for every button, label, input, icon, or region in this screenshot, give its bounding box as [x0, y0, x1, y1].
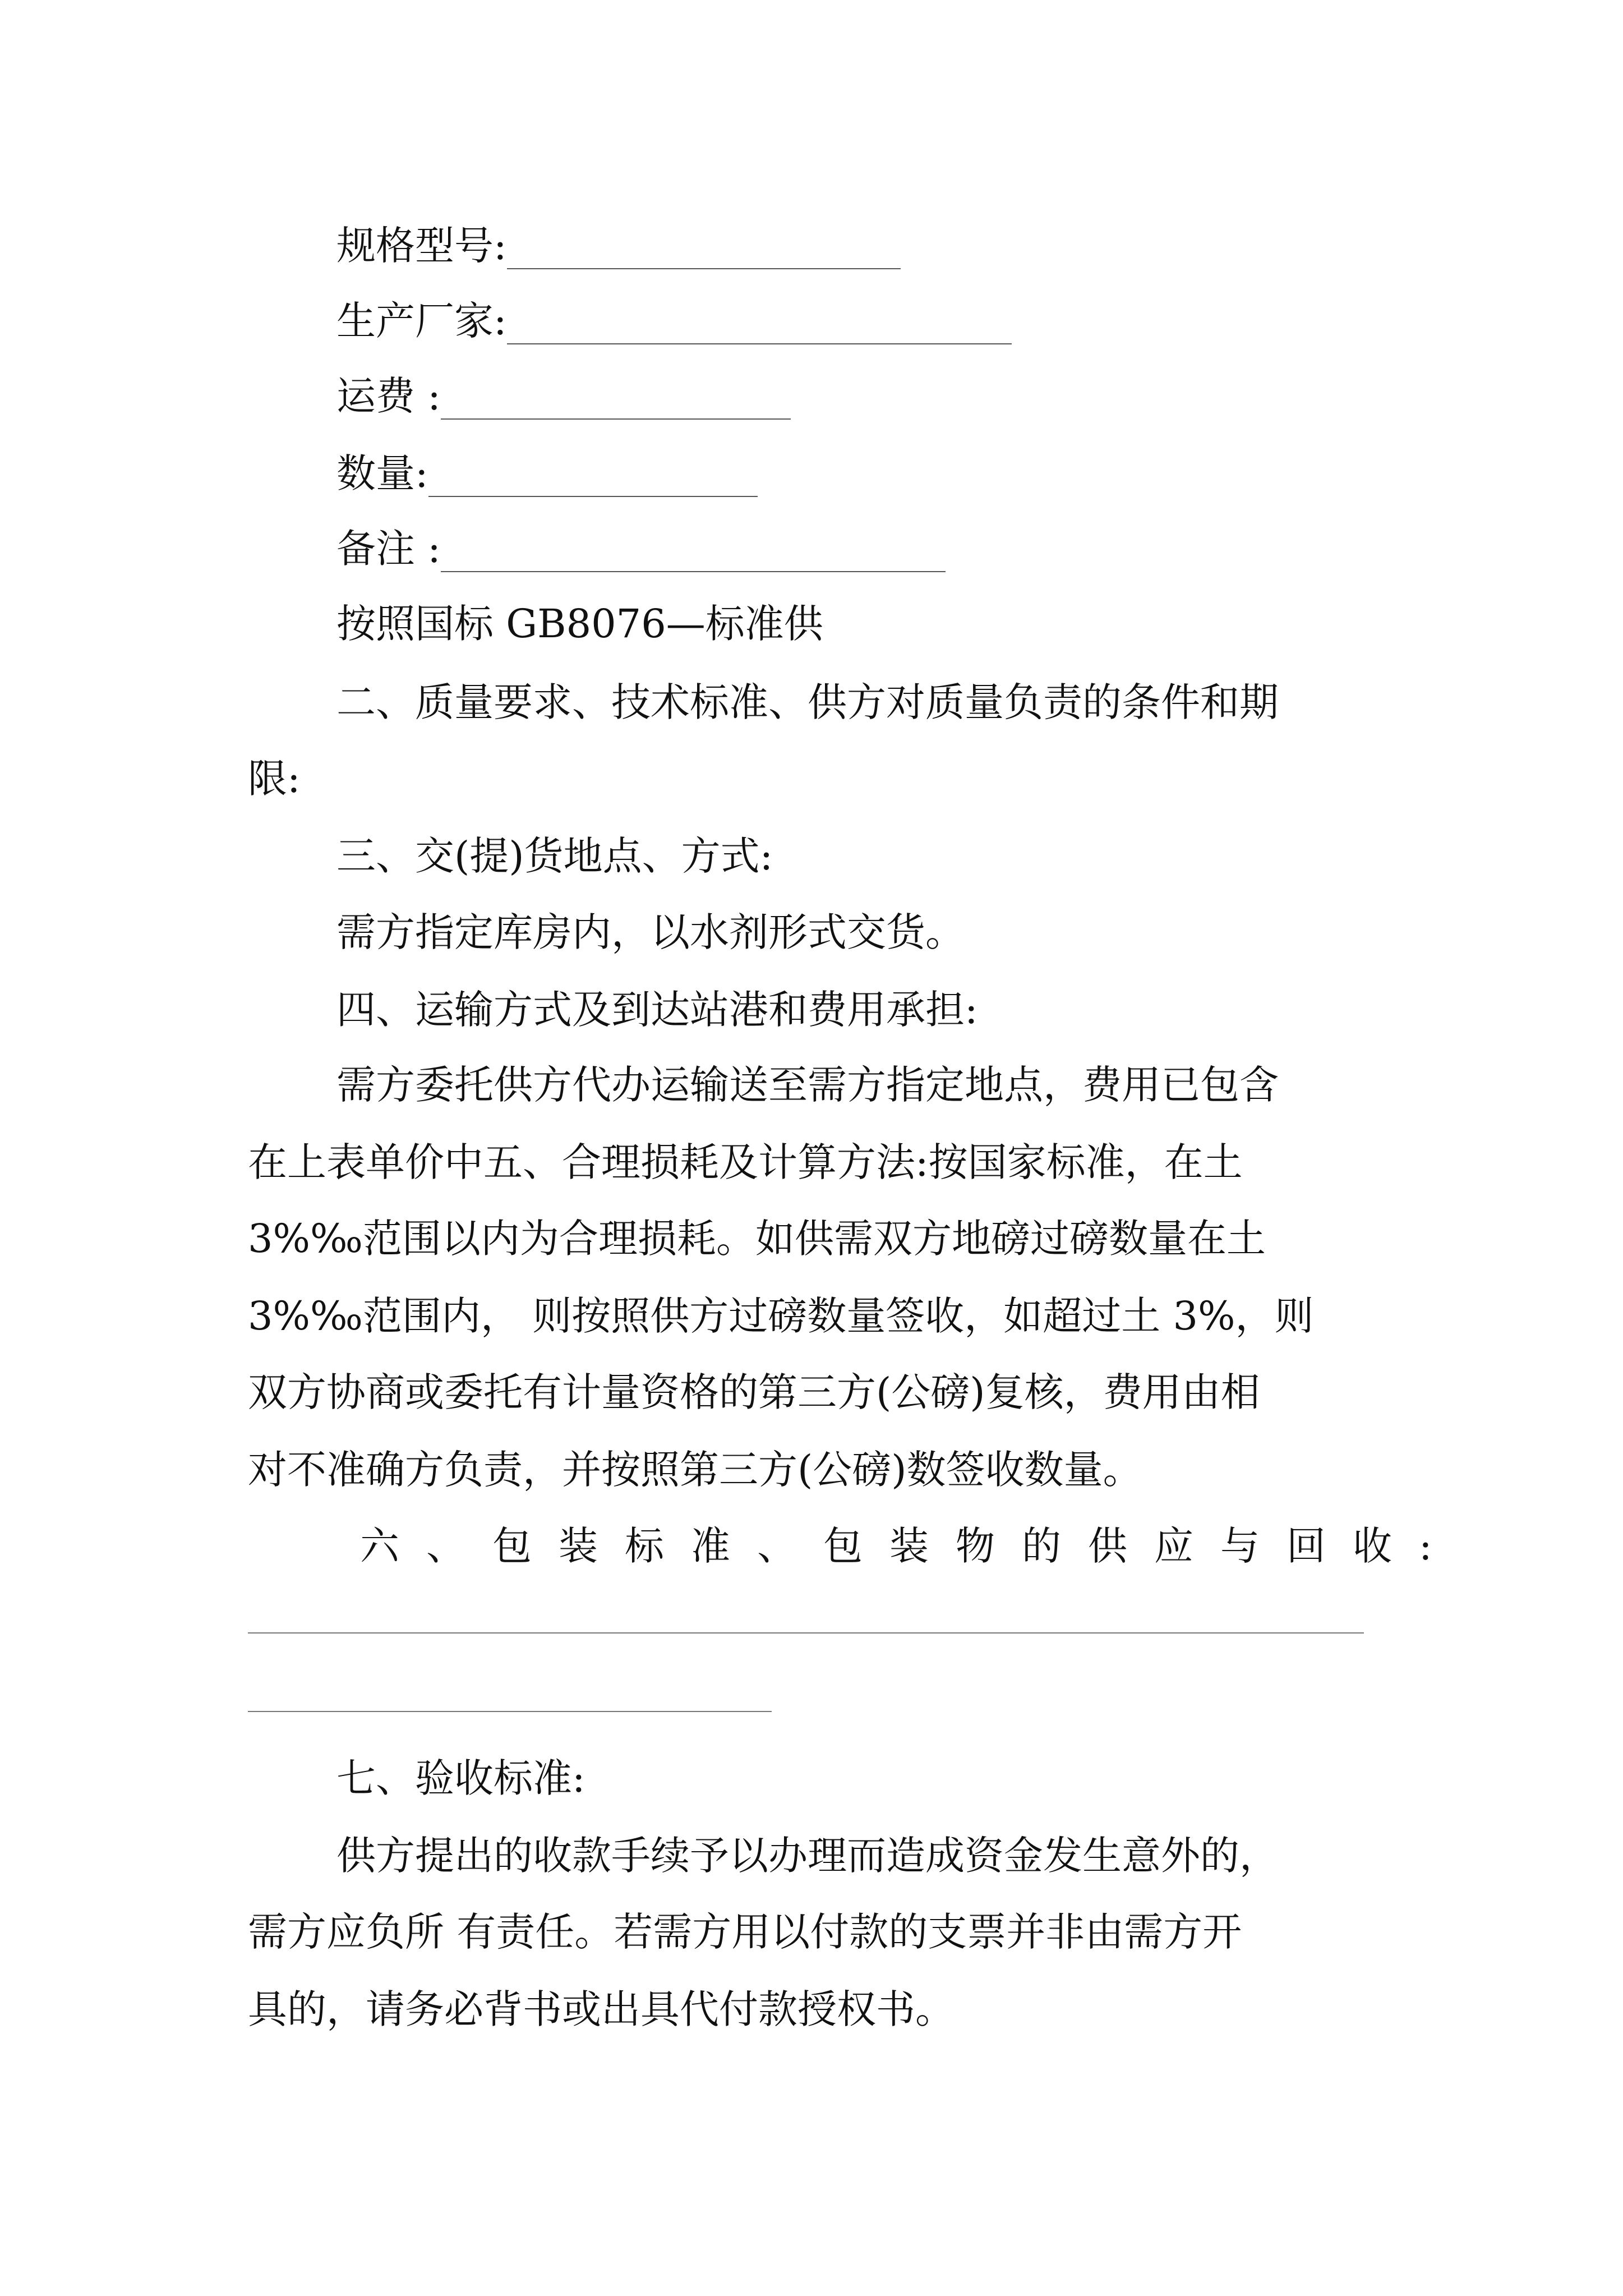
remark-blank [441, 534, 946, 572]
section-4-body-line-6: 对不准确方负责，并按照第三方(公磅)数签收数量。 [248, 1447, 1142, 1493]
quantity-blank [428, 459, 758, 497]
spec-blank [507, 231, 901, 269]
maker-field [336, 297, 1012, 344]
section-7-body-line-1: 供方提出的收款手续予以办理而造成资金发生意外的， [336, 1833, 1279, 1879]
section-4-heading: 四、运输方式及到达站港和费用承担: [336, 987, 978, 1033]
section-3-heading: 三、交(提)货地点、方式: [336, 833, 773, 879]
section-2-heading-line-2: 限: [248, 756, 301, 802]
spec-field [336, 222, 901, 269]
freight-label: 运费 : [336, 373, 441, 419]
maker-label: 生产厂家: [336, 298, 507, 344]
section-6-heading: 六、包装标准、包装物的供应与回收: [360, 1523, 1459, 1569]
section-2-heading-line-1: 二、质量要求、技术标准、供方对质量负责的条件和期 [336, 679, 1279, 725]
section-7-body-line-3: 具的，请务必背书或出具代付款授权书。 [248, 1986, 955, 2032]
remark-label: 备注 : [336, 526, 441, 572]
section-7-body-line-2: 需方应负所 有责任。若需方用以付款的支票并非由需方开 [248, 1909, 1242, 1955]
freight-blank [441, 381, 791, 420]
maker-blank [507, 306, 1012, 344]
section-6-blank-line-1 [248, 1632, 1364, 1634]
section-4-body-line-4: 3%‰范围内， 则按照供方过磅数量签收，如超过土 3%，则 [248, 1293, 1314, 1339]
remark-field [336, 525, 946, 572]
section-4-body-line-3: 3%‰范围以内为合理损耗。如供需双方地磅过磅数量在土 [248, 1216, 1266, 1262]
quantity-label: 数量: [336, 450, 428, 496]
freight-field [336, 372, 791, 420]
section-4-body-line-1: 需方委托供方代办运输送至需方指定地点，费用已包含 [336, 1062, 1279, 1108]
section-3-body: 需方指定库房内，以水剂形式交货。 [336, 909, 965, 955]
quantity-field [336, 450, 758, 497]
spec-label: 规格型号: [336, 223, 507, 269]
standard-line: 按照国标 GB8076—标准供 [336, 601, 823, 647]
section-7-heading: 七、验收标准: [336, 1755, 585, 1801]
section-4-body-line-5: 双方协商或委托有计量资格的第三方(公磅)复核，费用由相 [248, 1369, 1260, 1415]
section-4-body-line-2: 在上表单价中五、合理损耗及计算方法:按国家标准，在土 [248, 1139, 1243, 1185]
section-6-blank-line-2 [248, 1711, 772, 1712]
